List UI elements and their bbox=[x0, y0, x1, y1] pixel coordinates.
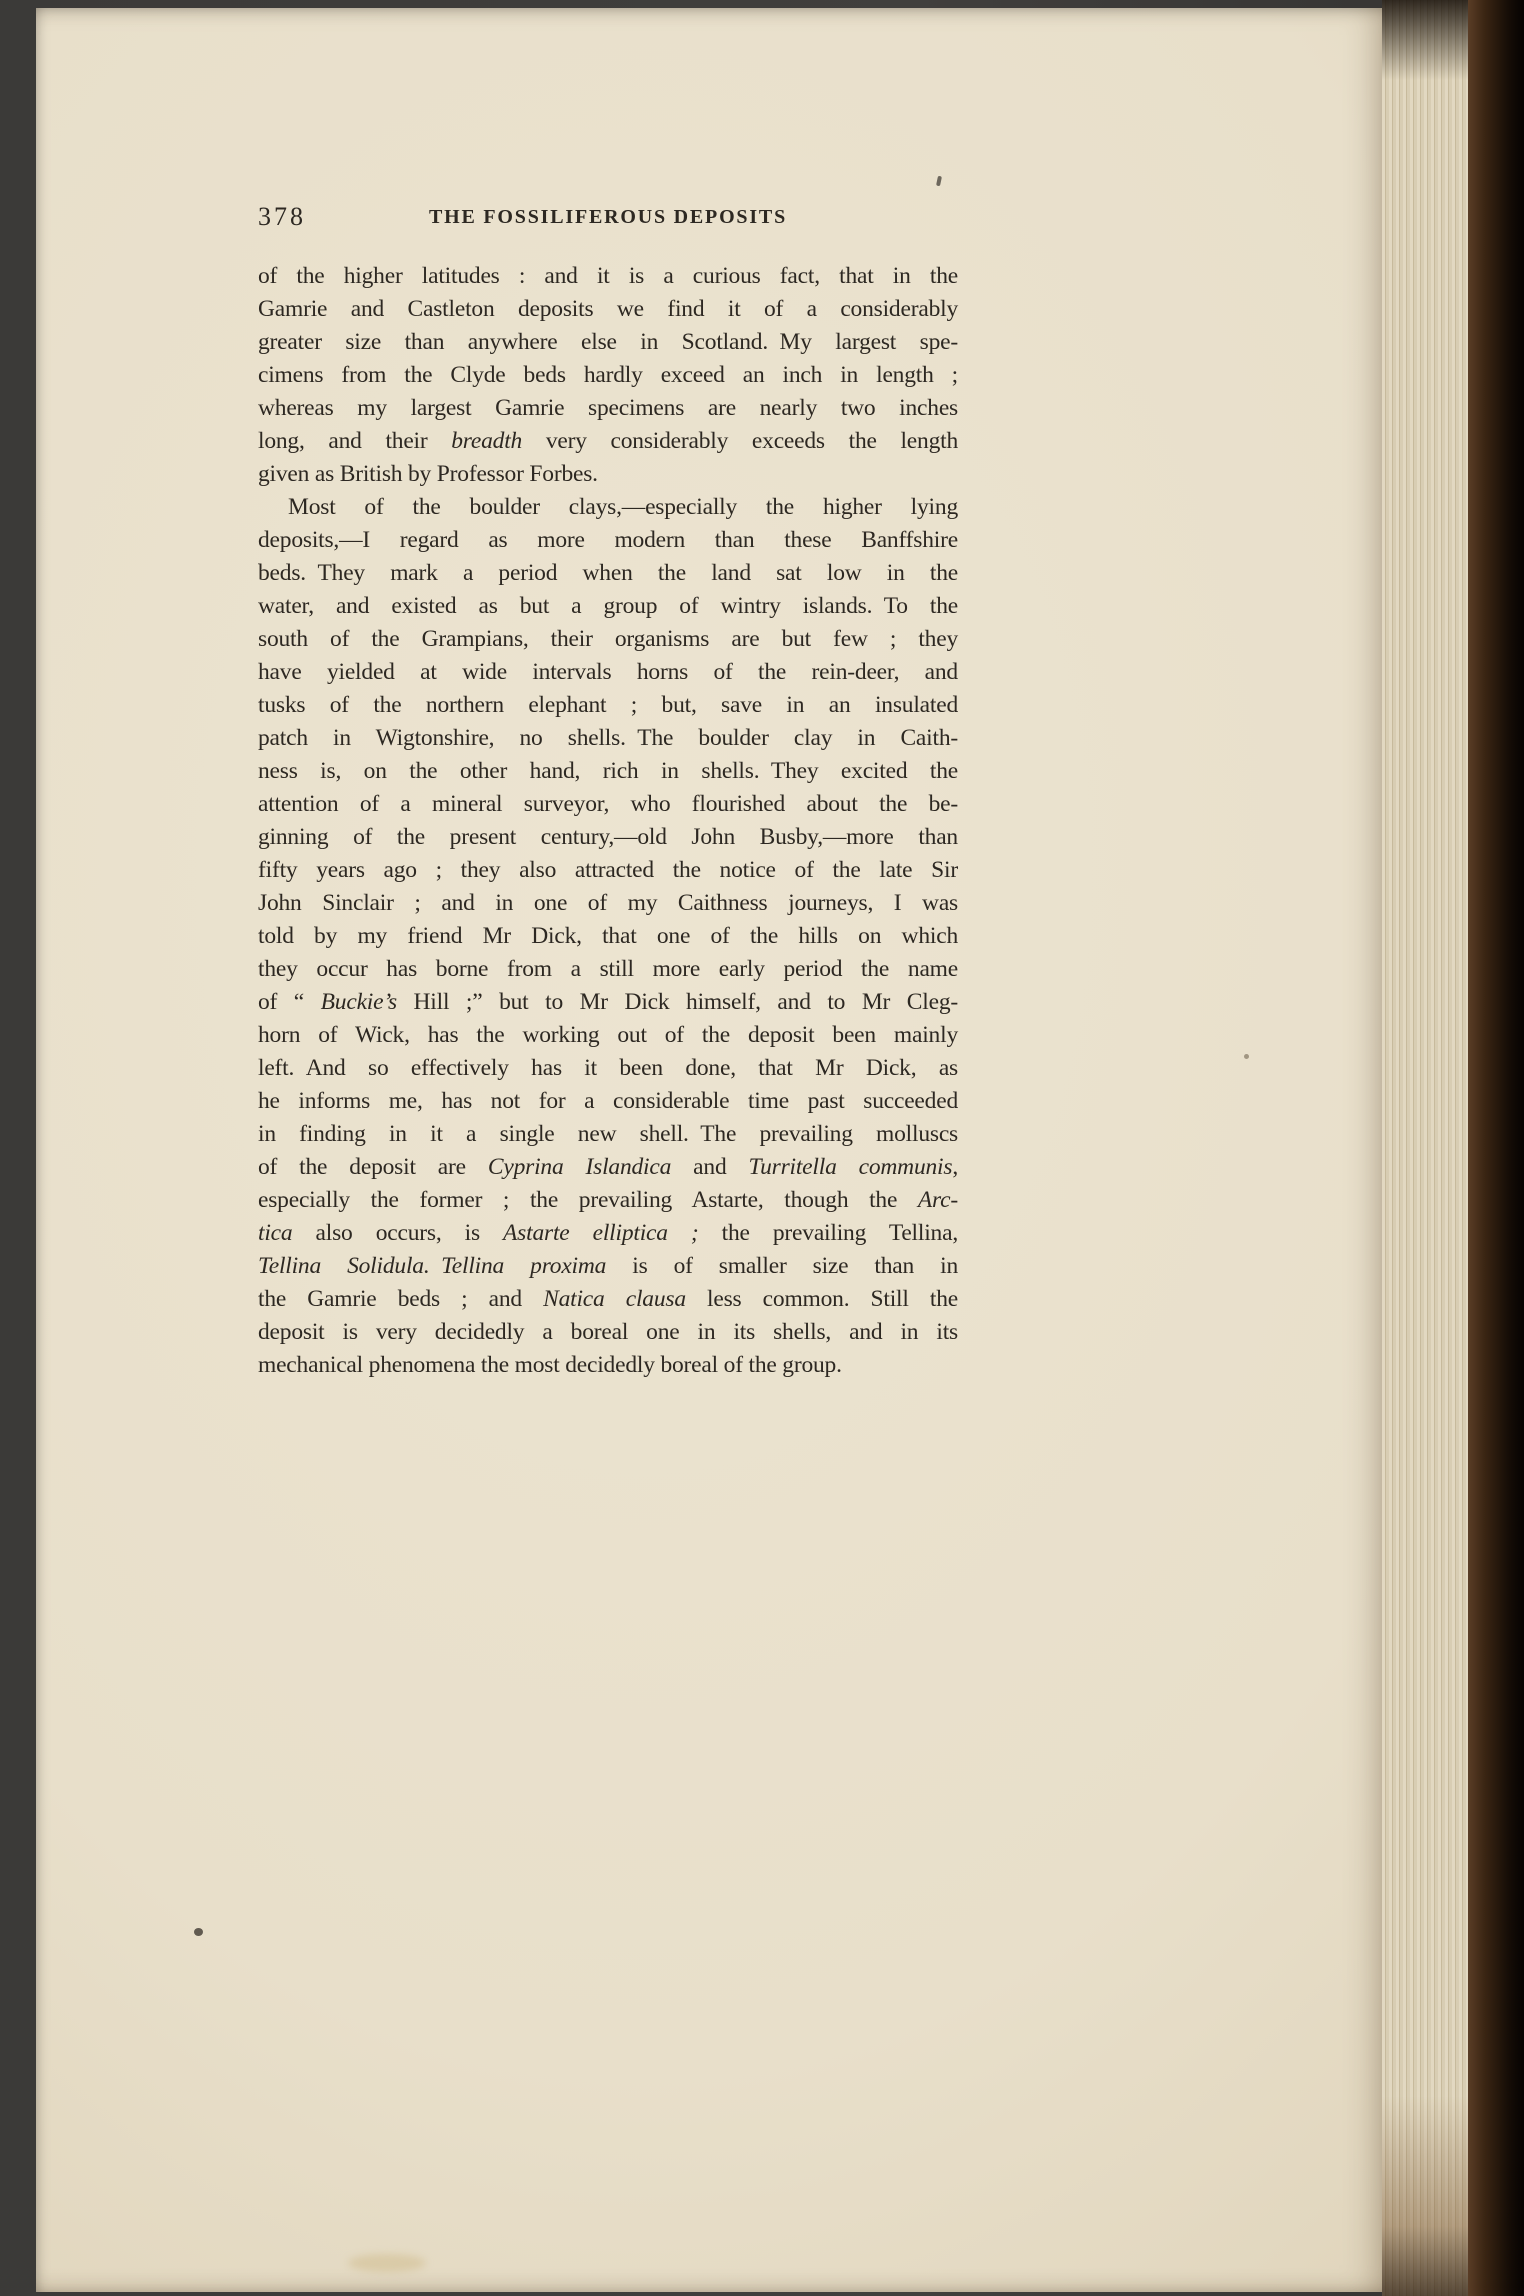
text-line bbox=[258, 1283, 958, 1316]
page-edges bbox=[1382, 0, 1468, 2296]
italic-text: Buckie’s bbox=[320, 989, 397, 1015]
text-segment: ness is, on the other hand, rich in shells. They excited the bbox=[258, 758, 958, 784]
text-segment: especially the former ; the prevailing Astarte, though the bbox=[258, 1187, 918, 1213]
text-line bbox=[258, 689, 958, 722]
text-segment: , bbox=[952, 1154, 959, 1180]
italic-text: tica bbox=[258, 1220, 293, 1246]
text-segment: patch in Wigtonshire, no shells. The boulder clay in Caith- bbox=[258, 725, 958, 751]
text-segment: given as British by Professor Forbes. bbox=[258, 461, 598, 487]
text-line bbox=[258, 854, 958, 887]
text-line bbox=[258, 656, 958, 689]
text-segment: and bbox=[671, 1154, 749, 1180]
text-segment: long, and their bbox=[258, 428, 452, 454]
page-speck bbox=[194, 1928, 203, 1936]
text-line bbox=[258, 1217, 958, 1250]
text-line bbox=[258, 1151, 958, 1184]
page-speck bbox=[1244, 1054, 1249, 1059]
text-line bbox=[258, 920, 958, 953]
text-segment: deposits,—I regard as more modern than these Banffshire bbox=[258, 527, 958, 553]
text-line bbox=[258, 557, 958, 590]
italic-text: Tellina proxima bbox=[441, 1253, 607, 1279]
text-segment: mechanical phenomena the most decidedly boreal of the group. bbox=[258, 1352, 842, 1378]
italic-text: Turritella communis bbox=[748, 1154, 953, 1180]
text-line bbox=[258, 986, 958, 1019]
text-line bbox=[258, 524, 958, 557]
text-segment: fifty years ago ; they also attracted the notice of the late Sir bbox=[258, 857, 958, 883]
paragraph bbox=[258, 491, 958, 1382]
text-segment: Gamrie and Castleton deposits we find it of a considerably bbox=[258, 296, 958, 322]
text-line bbox=[258, 458, 958, 491]
text-segment: they occur has borne from a still more early period the name bbox=[258, 956, 958, 982]
text-block bbox=[258, 200, 958, 1382]
text-segment: have yielded at wide intervals horns of the rein-deer, and bbox=[258, 659, 958, 685]
text-segment: also occurs, is bbox=[292, 1220, 504, 1246]
text-line bbox=[258, 1052, 958, 1085]
text-segment: he informs me, has not for a considerable time past succeeded bbox=[258, 1088, 958, 1114]
italic-text: Natica clausa bbox=[543, 1286, 686, 1312]
text-line bbox=[258, 953, 958, 986]
text-segment: horn of Wick, has the working out of the deposit been mainly bbox=[258, 1022, 958, 1048]
text-line bbox=[258, 491, 958, 524]
text-line bbox=[258, 326, 958, 359]
text-line bbox=[258, 1085, 958, 1118]
text-segment: is of smaller size than in bbox=[606, 1253, 958, 1279]
text-segment: whereas my largest Gamrie specimens are nearly two inches bbox=[258, 395, 958, 421]
text-line bbox=[258, 1118, 958, 1151]
italic-text: Astarte elliptica ; bbox=[503, 1220, 699, 1246]
text-segment: in finding in it a single new shell. The prevailing molluscs bbox=[258, 1121, 958, 1147]
text-segment: the prevailing Tellina, bbox=[698, 1220, 959, 1246]
text-line bbox=[258, 788, 958, 821]
page-stain bbox=[348, 2254, 426, 2272]
text-segment: less common. Still the bbox=[685, 1286, 958, 1312]
text-line bbox=[258, 359, 958, 392]
text-segment: of “ bbox=[258, 989, 321, 1015]
text-segment: John Sinclair ; and in one of my Caithness journeys, I was bbox=[258, 890, 958, 916]
text-line bbox=[258, 260, 958, 293]
paragraph bbox=[258, 260, 958, 491]
italic-text: Cyprina Islandica bbox=[487, 1154, 672, 1180]
text-line bbox=[258, 623, 958, 656]
text-line bbox=[258, 293, 958, 326]
text-line bbox=[258, 590, 958, 623]
text-segment: Most of the boulder clays,—especially the higher lying bbox=[288, 494, 958, 520]
text-segment: cimens from the Clyde beds hardly exceed an inch in length ; bbox=[258, 362, 958, 388]
text-line bbox=[258, 887, 958, 920]
text-segment: the Gamrie beds ; and bbox=[258, 1286, 544, 1312]
text-segment: deposit is very decidedly a boreal one in its shells, and in its bbox=[258, 1319, 958, 1345]
text-line bbox=[258, 1184, 958, 1217]
text-line bbox=[258, 1250, 958, 1283]
text-segment: attention of a mineral surveyor, who flourished about the be- bbox=[258, 791, 958, 817]
body-text bbox=[258, 260, 958, 1382]
text-segment: of the deposit are bbox=[258, 1154, 488, 1180]
italic-text: breadth bbox=[451, 428, 523, 454]
text-line bbox=[258, 1349, 958, 1382]
text-segment: Hill ;” but to Mr Dick himself, and to Mr Cleg- bbox=[396, 989, 958, 1015]
text-segment: very considerably exceeds the length bbox=[522, 428, 958, 454]
italic-text: Tellina Solidula. bbox=[258, 1253, 430, 1279]
page-number: 378 bbox=[258, 202, 306, 231]
text-line bbox=[258, 722, 958, 755]
text-line bbox=[258, 425, 958, 458]
italic-text: Arc- bbox=[917, 1187, 958, 1213]
print-artifact bbox=[936, 176, 942, 187]
running-head: THE FOSSILIFEROUS DEPOSITS bbox=[428, 206, 787, 228]
text-segment: tusks of the northern elephant ; but, save in an insulated bbox=[258, 692, 958, 718]
text-line bbox=[258, 1019, 958, 1052]
text-line bbox=[258, 392, 958, 425]
page-header-row bbox=[258, 200, 958, 236]
text-segment: beds. They mark a period when the land sat low in the bbox=[258, 560, 958, 586]
text-line bbox=[258, 821, 958, 854]
text-segment: of the higher latitudes : and it is a curious fact, that in the bbox=[258, 263, 958, 289]
text-line bbox=[258, 755, 958, 788]
book-binding bbox=[1468, 0, 1524, 2296]
text-segment: south of the Grampians, their organisms are but few ; they bbox=[258, 626, 958, 652]
text-segment: told by my friend Mr Dick, that one of the hills on which bbox=[258, 923, 958, 949]
text-segment: water, and existed as but a group of wintry islands. To the bbox=[258, 593, 958, 619]
text-line bbox=[258, 1316, 958, 1349]
book-page bbox=[36, 8, 1388, 2292]
text-segment bbox=[430, 1253, 442, 1279]
text-segment: ginning of the present century,—old John Busby,—more than bbox=[258, 824, 958, 850]
text-segment: greater size than anywhere else in Scotland. My largest spe- bbox=[258, 329, 958, 355]
text-segment: left. And so effectively has it been done, that Mr Dick, as bbox=[258, 1055, 958, 1081]
